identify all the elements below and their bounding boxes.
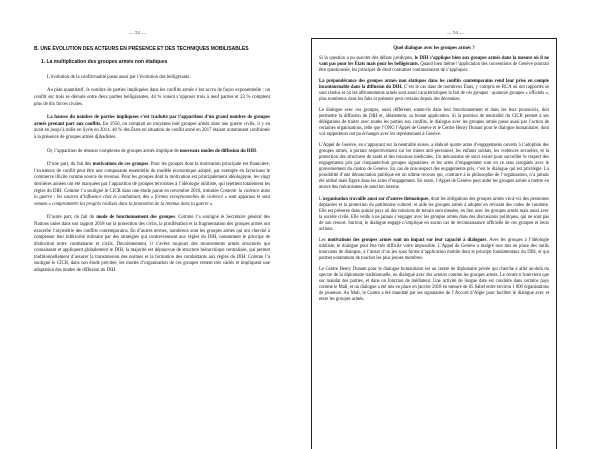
- subsection-heading: 1. La multiplication des groupes armés non étatiques: [41, 59, 168, 66]
- left-column: [34, 44, 270, 282]
- paragraph-text: D’une part, du fait des: [47, 162, 93, 168]
- paragraph-text: . Avec les groupes à l’idéologie nihiliste, le dialogue peut être très difficile voire impossible. L’Appel de Genève a malgré tout mis en place des outils innovants de dialogue, à l’instar d’un jeu sous forme d’application mobile dont le principe fondamentaux du DIH, et qui permet notamment de toucher les plus jeunes membres.: [319, 237, 549, 261]
- paragraph: [319, 238, 549, 262]
- paragraph-text: , des «: [139, 195, 155, 201]
- bold-text: mode de fonctionnement des groupes: [96, 215, 176, 221]
- paragraph-text: Quand bien même l’application des conventions de Genève pourrait être questionnée, les principes de droit coutumier continueraient de s’appliquer.: [319, 61, 549, 73]
- paragraph-text: D’autre part, du fait du: [47, 215, 97, 221]
- paragraph-text: Or, l’apparition de réseaux complexes de groupes armés implique de: [47, 148, 180, 154]
- paragraph-text: Les: [319, 237, 328, 243]
- paragraph: [34, 162, 270, 208]
- bold-text: La hausse du nombre de parties impliquées s’est traduite par l’apparition d’un grand nombre de groupes armés prenant part aux conflits.: [34, 115, 270, 127]
- paragraph: [34, 149, 270, 156]
- paragraph: [319, 143, 549, 191]
- italic-text: Contenir la violence dans la guerre : les sources d’influence chez le combattant: [34, 188, 270, 201]
- paragraph: [34, 215, 270, 274]
- paragraph: [319, 108, 549, 138]
- bold-text: La prépondérance des groupes armés non étatiques dans les conflits contemporains rend leur prise en compte incontournable dans la diffusion du DIH.: [319, 78, 549, 90]
- paragraph-text: L’Appel de Genève, en s’appuyant sur la neutralité suisse, a élaboré quatre actes d’engagements ouverts à l’adoption des groupes armés, à portant respectivement sur les mines anti-personnel, les enfants soldats, les violences sexuelles, et la protection des structures de santé et des missions médicales. Un mécanisme de suivi existe pour surveiller le respect des engagements pris par cinquante-huit groupes signataires, et les actes d’engagement sont en ce sens rarogatés avec le gouvernement du canton de Genève. En cas de non-respect des engagements pris, c’est le dialogue qui est privilégié. La possibilité d’une dénonciation publique est un ultime recours qui, contraire à la philosophie de l’organisation, n’a jamais été utilisé mais figure dans les actes d’engagement. En outre, l’Appel de Genève peut aider les groupes armés à mettre en œuvre des mécanismes de sanction interne.: [319, 143, 549, 191]
- paragraph-text: .: [256, 148, 258, 154]
- paragraph-text: , dont les obligations des groupes armés vis-à-vis des personnes déplacées et la protection du patrimoine culturel, et aide les groupes armés à adopter en révisant des codes de conduite. Elle est présente dans quinze pays où des missions de terrain sont menées, en lien avec les groupes armés mais aussi avec la société civile. Elle veille à ne jamais s’engager avec les groupes armés dans des discussions politiques, qui ne sont pas de son ressort. Surtout, le dialogue engagé n’implique en aucun cas de reconnaissance officielle de ces groupes et leurs actions.: [319, 196, 549, 232]
- paragraph: [34, 115, 270, 141]
- box-content: [319, 46, 549, 303]
- paragraph-text: L’: [319, 196, 323, 202]
- paragraph-text: Le Centre Henry Dunant pour le dialogue humanitaire est un centre de diplomatie privée qui cherche à aller au-delà du spectre de la diplomatie traditionnelle, en dialogué avec des acteurs comme les groupes armés. Le centre n’intervient que sur mandat des parties, et dans un fonction de médiateur. Une activité de longue date est conduite dans certains pays comme le Mali, et un dialogue a été mis en place en janvier 2018 en mesure de 05 Sahel entre environ 1 000 organisations de jeunesse. Au Mali, le Centre a été mandaté par les signataires de l’Accord d’Alger pour faciliter le dialogue avec et entre les groupes armés.: [319, 267, 549, 303]
- paragraph: [34, 88, 270, 108]
- paragraph: [34, 75, 270, 82]
- italic-text: compromettre les progrès réalisés dans la promotion de la retenue dans la guerre: [52, 201, 209, 207]
- paragraph-text: L’évolution de la conflictualité passe aussi par l’évolution des belligérants.: [47, 74, 191, 80]
- paragraph: [319, 56, 549, 74]
- framed-box: [311, 38, 557, 449]
- right-page: [300, 0, 600, 449]
- italic-text: formes exceptionnelles de violence: [154, 195, 223, 201]
- box-title: Quel dialogue avec les groupes armés ?: [393, 46, 475, 51]
- paragraph: [319, 197, 549, 233]
- bold-text: nouveaux modes de diffusion du DIH: [179, 148, 256, 154]
- bold-text: le DIH s’applique bien aux groupes armés dans la mesure où il ne vaut pas pour les États mais pour les belligérants.: [319, 55, 549, 67]
- paragraph-text: » sont apparues et sont venues «: [34, 195, 271, 207]
- bold-text: organisation travaille aussi sur d’autres thématiques: [323, 196, 429, 202]
- page-number: — 53 —: [447, 30, 465, 35]
- paragraph-text: . Pour les groupes dont la motivation principale est financière, l’existence de conflit peut être une composante essentielle du modèle économique adopté, par exemple en favorisant le commerce illicite comme source de revenus. Pour les groupes dont la motivation est principalement idéologique, les vingt dernières années ont été marquées par l’apparition de groupes terroristes à l’idéologie nihiliste, qui rejettent totalement les règles du DIH. Comme l’a souligné le CICR dans une étude parue en novembre 2018, intitulée: [34, 162, 270, 194]
- paragraph-text: C’est le cas dans de nombreux États, y compris en RCA où ont rapportés se sont rendus et où les affrontements armés sont aussi caractéristiques le fait de ces groupes : quatorze groupes « officiels », plus nombreux dans les faits et présents pour certains depuis des décennies.: [319, 84, 549, 102]
- bold-text: motivations des groupes armés sont un impact sur leur capacité à dialoguer: [327, 237, 487, 243]
- paragraph: [319, 79, 549, 103]
- paragraph-text: En 1950, on comptait en moyenne huit groupes armés dans une guerre civile, il y en avait en jusqu’à mille en Syrie en 2014. 40 % des États en situation de conflit armé en 2017 étaient notamment confrontés à la présence de groupes armés djihadistes.: [34, 121, 270, 140]
- page-number: — 52 —: [129, 30, 147, 35]
- paragraph-text: Le dialogue avec ces groupes, aussi différents soient-ils dans leur fonctionnement et dans les buts poursuivis, doit permettre la diffusion du DIH et, idéalement, sa bonne application. Si la position de neutralité du CICR permet à ses délégations de traiter avec toutes les parties aux conflits, le dialogue avec les groupes armés passe aussi par l’action de certaines organisations, telle que l’ONG l’Appel de Genève et le Centre Henry Dunant pour le dialogue humanitaire, dont vos rapporteurs ont pu échanger avec les représentants à Genève.: [319, 107, 549, 138]
- bold-text: motivations de ces groupes: [92, 162, 149, 168]
- paragraph-text: Au plan quantitatif, le nombre de parties impliquées dans les conflits armés s’est accru de façon exponentielle : un conflit sur trois se déroule entre deux parties belligérantes, 44 % voient s’opposer trois à neuf parties et 22 % comptent plus de dix forces rivales.: [34, 88, 270, 107]
- paragraph-text: . Comme l’a souligné le Secrétaire général des Nations unies dans son rapport 2018 sur la protection des civils, la prolifération et la fragmentation des groupes armés ont exacerbé l’asymétrie des conflits contemporains. En d’autres termes, nombreux sont les groupes armés qui ont cherché à compenser leur infériorité militaire par des stratégies qui contreviennent aux règles du DIH, notamment le principe de distinction entre combattants et civils. Deuxièmement, il s’avère toujours des mouvements armés structurés qui connaissent et appliquent globalement le DIH, la majorité est dépourvue de structure hiérarchique centralisée, qui permet traditionnellement d’assurer la transmission des normes et la formation des combattants aux règles du DIH. Comme l’a souligné le CICR, dans son étude précitée, les modes d’organisation de ces groupes restent très variés et impliquent une adaptation des modes de diffusion du DIH.: [34, 215, 270, 274]
- paragraph: [319, 267, 549, 303]
- paragraph-text: ».: [208, 201, 214, 207]
- section-heading: B. UNE ÉVOLUTION DES ACTEURS EN PRÉSENCE ET DES TECHNIQUES MOBILISABLES: [34, 46, 249, 52]
- paragraph-text: Si la question a pu susciter des débats juridiques,: [319, 55, 415, 61]
